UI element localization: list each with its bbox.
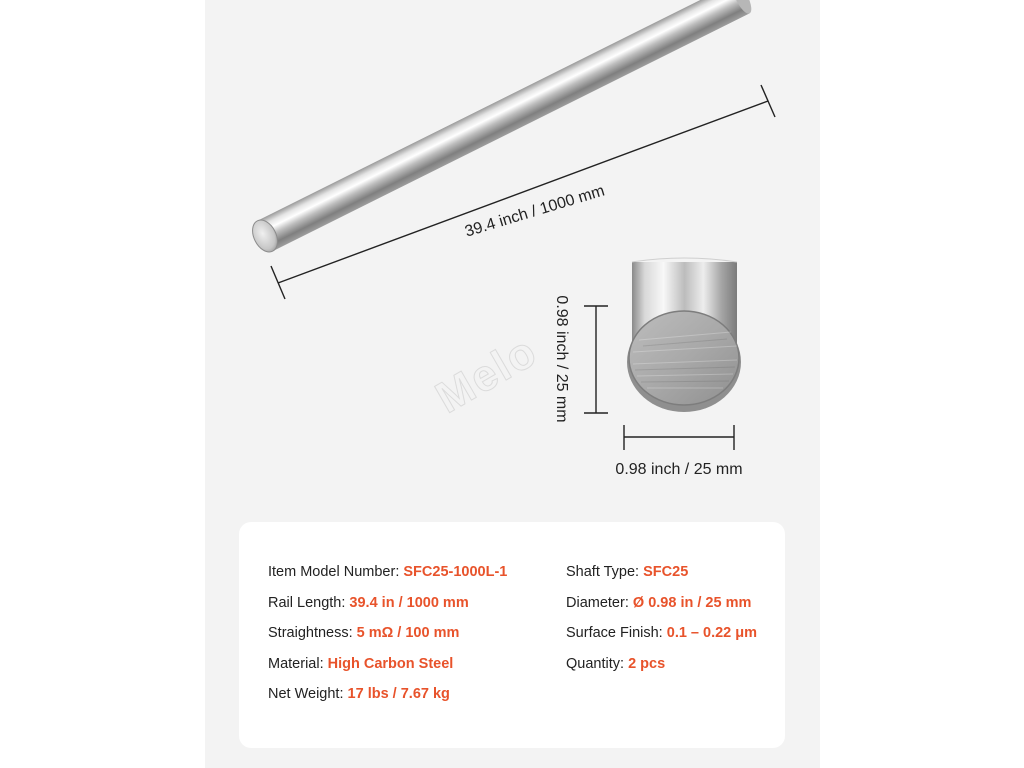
spec-straightness bbox=[268, 623, 507, 654]
spec-label: Quantity: bbox=[566, 655, 629, 672]
spec-label: Item Model Number: bbox=[268, 564, 404, 580]
specifications-right-column bbox=[566, 562, 757, 684]
product-illustration bbox=[205, 0, 820, 520]
spec-net-weight bbox=[268, 684, 507, 715]
spec-value: High Carbon Steel bbox=[327, 655, 454, 672]
product-image-panel bbox=[205, 0, 820, 768]
spec-label: Rail Length: bbox=[268, 594, 350, 611]
diameter-horizontal-dimension-line bbox=[624, 425, 734, 450]
spec-label: Net Weight: bbox=[268, 686, 348, 703]
shaft-end-closeup bbox=[627, 258, 741, 412]
spec-value: SFC25-1000L-1 bbox=[403, 564, 508, 580]
spec-label: Surface Finish: bbox=[566, 625, 667, 642]
spec-label: Straightness: bbox=[268, 625, 357, 642]
spec-label: Diameter: bbox=[566, 594, 633, 611]
spec-quantity bbox=[566, 654, 757, 685]
spec-value: SFC25 bbox=[643, 564, 689, 580]
spec-item-model-number bbox=[268, 562, 507, 593]
spec-material bbox=[268, 654, 507, 685]
length-label: 39.4 inch / 1000 mm bbox=[463, 182, 607, 241]
specifications-left-column bbox=[268, 562, 507, 715]
shaft-illustration bbox=[205, 0, 820, 520]
diameter-vertical-label: 0.98 inch / 25 mm bbox=[553, 295, 570, 423]
diameter-vertical-dimension-line bbox=[584, 306, 608, 413]
spec-diameter bbox=[566, 593, 757, 624]
spec-value: Ø 0.98 in / 25 mm bbox=[632, 594, 752, 611]
spec-rail-length bbox=[268, 593, 507, 624]
spec-surface-finish bbox=[566, 623, 757, 654]
spec-shaft-type bbox=[566, 562, 757, 593]
spec-value: 0.1 – 0.22 μm bbox=[666, 625, 758, 642]
brand-watermark: Melo bbox=[427, 326, 546, 423]
spec-label: Material: bbox=[268, 655, 328, 672]
spec-value: 2 pcs bbox=[628, 655, 666, 672]
diameter-horizontal-label: 0.98 inch / 25 mm bbox=[615, 461, 743, 478]
spec-value: 39.4 in / 1000 mm bbox=[349, 594, 469, 611]
spec-value: 17 lbs / 7.67 kg bbox=[347, 686, 450, 703]
spec-value: 5 mΩ / 100 mm bbox=[356, 625, 460, 642]
spec-label: Shaft Type: bbox=[566, 564, 644, 580]
specifications-card bbox=[239, 522, 785, 748]
